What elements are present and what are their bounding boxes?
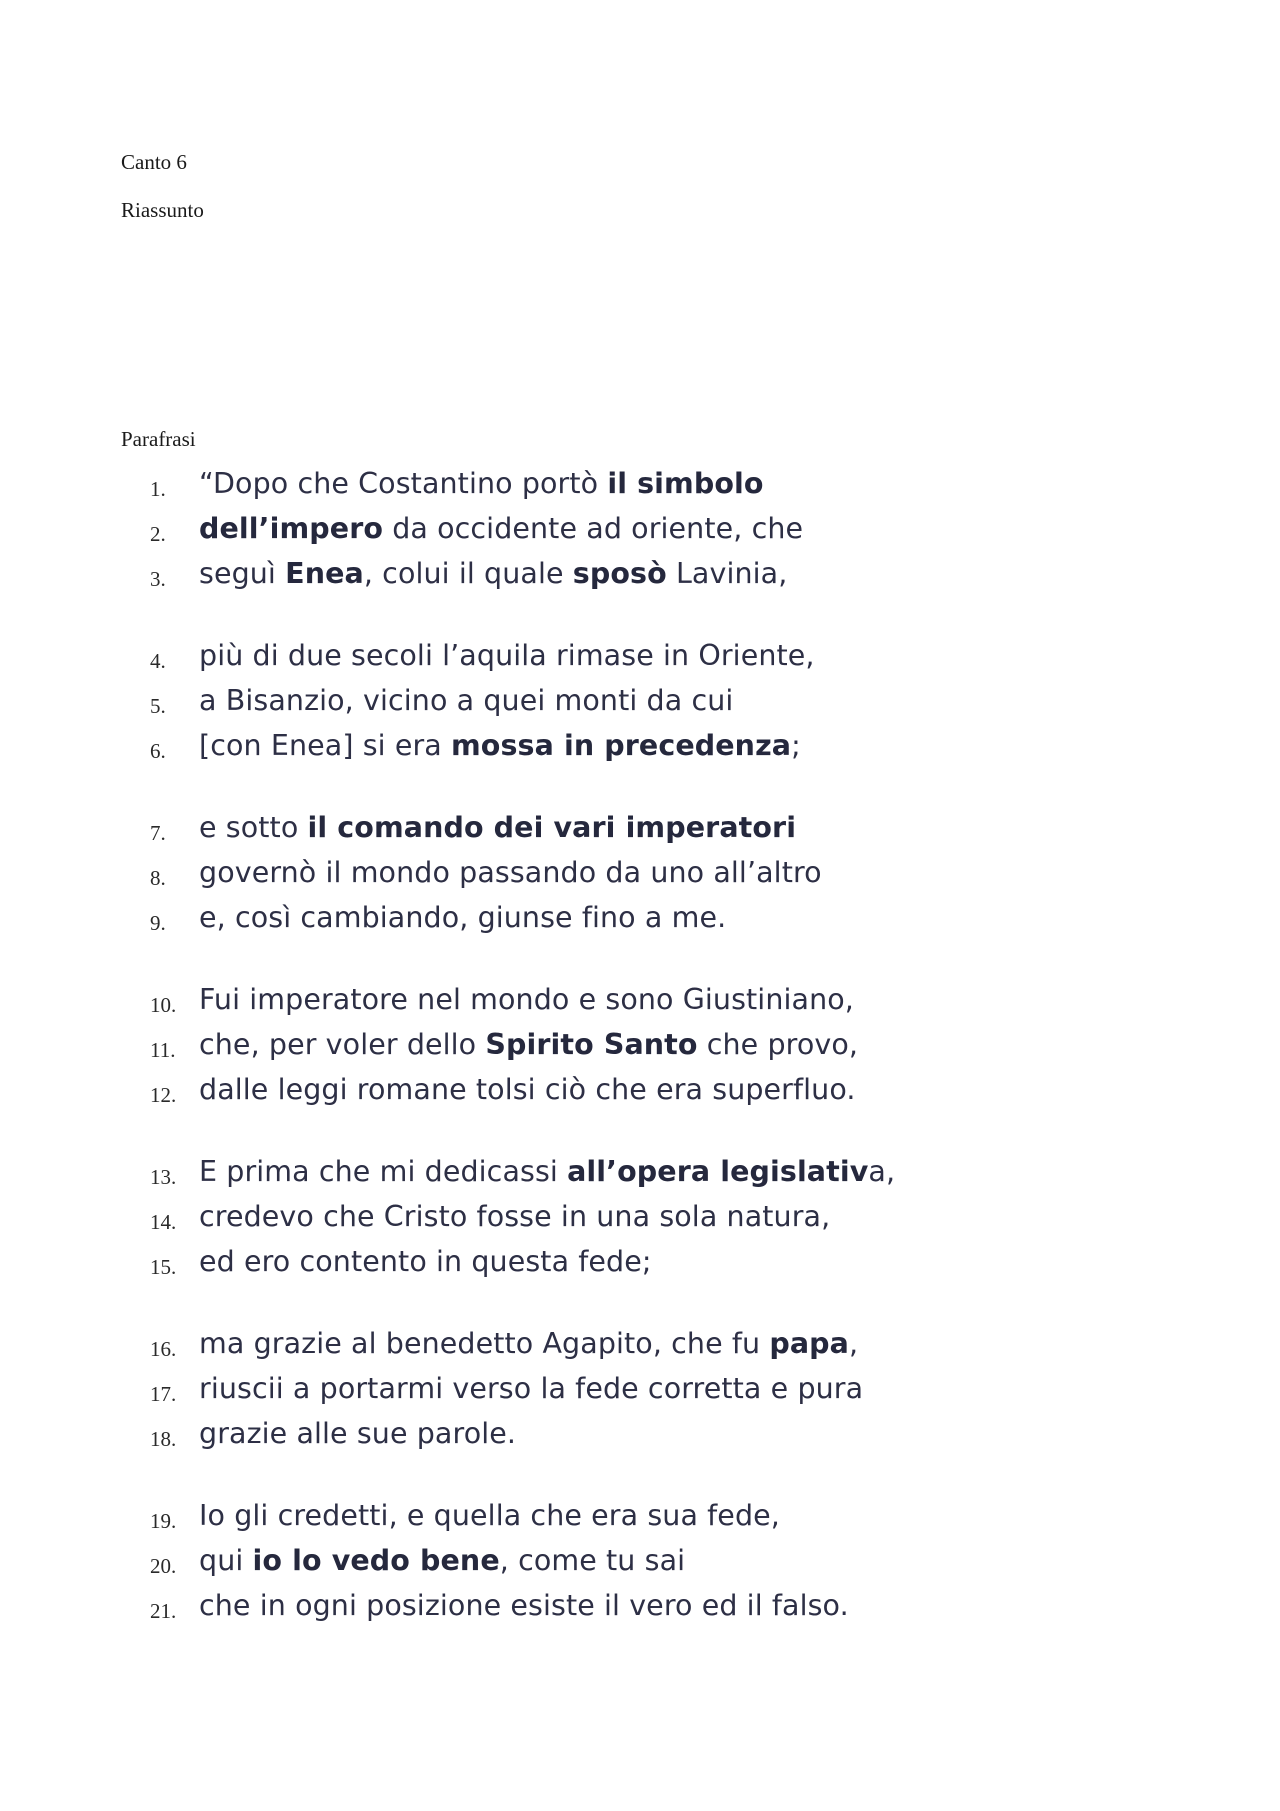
verse-number: 16.: [150, 1337, 177, 1361]
verse-text: [199, 1417, 516, 1450]
verse-number: 12.: [150, 1083, 177, 1107]
verse-segment: Io gli credetti, e quella che era sua fede,: [199, 1499, 780, 1532]
verse-segment: che provo,: [697, 1028, 859, 1061]
verse-text: [199, 1372, 863, 1405]
verse-number: 9.: [150, 911, 166, 935]
verse-segment: credevo che Cristo fosse in una sola natura,: [199, 1200, 831, 1233]
canto-title: Canto 6: [121, 150, 187, 174]
verse-number: 18.: [150, 1427, 177, 1451]
verse-text: [199, 901, 726, 934]
verse-segment: ;: [791, 729, 801, 762]
verse-bold-segment: Enea: [285, 557, 364, 590]
verse-bold-segment: Spirito Santo: [485, 1028, 698, 1061]
verse-number: 14.: [150, 1210, 177, 1234]
verse-segment: , colui il quale: [363, 557, 573, 590]
verse-segment: da occidente ad oriente, che: [383, 512, 804, 545]
verse-segment: governò il mondo passando da uno all’altro: [199, 856, 822, 889]
verse-number: 2.: [150, 522, 166, 546]
verse-segment: [con Enea] si era: [199, 729, 451, 762]
verse-text: [199, 1155, 895, 1188]
verse-text: [199, 1200, 830, 1233]
verse-text: [199, 684, 733, 717]
verse-number: 6.: [150, 739, 166, 763]
verse-segment: più di due secoli l’aquila rimase in Oriente,: [199, 639, 815, 672]
verse-text: [199, 1589, 849, 1622]
verse-number: 10.: [150, 993, 177, 1017]
verse-text: [199, 1028, 858, 1061]
paraphrase-heading: Parafrasi: [121, 427, 196, 451]
verse-text: [199, 467, 764, 500]
verse-segment: Fui imperatore nel mondo e sono Giustiniano,: [199, 983, 854, 1016]
verse-segment: ed ero contento in questa fede;: [199, 1245, 652, 1278]
verse-segment: che in ogni posizione esiste il vero ed il falso.: [199, 1589, 849, 1622]
verse-number: 8.: [150, 866, 166, 890]
verse-number: 13.: [150, 1165, 177, 1189]
verse-text: [199, 1245, 652, 1278]
verse-segment: , come tu sai: [499, 1544, 686, 1577]
verse-segment: a Bisanzio, vicino a quei monti da cui: [199, 684, 734, 717]
verse-number: 4.: [150, 649, 166, 673]
verse-bold-segment: all’opera legislativ: [567, 1155, 869, 1188]
verse-number: 21.: [150, 1599, 177, 1623]
verse-segment: ,: [849, 1327, 859, 1360]
summary-heading: Riassunto: [121, 198, 204, 222]
verse-text: [199, 1544, 685, 1577]
verse-segment: riuscii a portarmi verso la fede corretta e pura: [199, 1372, 864, 1405]
verse-bold-segment: papa: [769, 1327, 850, 1360]
verse-segment: che, per voler dello: [199, 1028, 486, 1061]
verse-number: 17.: [150, 1382, 177, 1406]
verse-bold-segment: il simbolo: [607, 467, 764, 500]
verse-number: 3.: [150, 567, 166, 591]
verse-segment: seguì: [199, 557, 286, 590]
verse-bold-segment: io lo vedo bene: [252, 1544, 500, 1577]
verse-bold-segment: mossa in precedenza: [451, 729, 792, 762]
verse-segment: grazie alle sue parole.: [199, 1417, 517, 1450]
verse-text: [199, 512, 803, 545]
verse-segment: Lavinia,: [666, 557, 788, 590]
verse-segment: e sotto: [199, 811, 308, 844]
verse-segment: E prima che mi dedicassi: [199, 1155, 568, 1188]
verse-number: 5.: [150, 694, 166, 718]
verse-number: 19.: [150, 1509, 177, 1533]
verse-text: [199, 729, 801, 762]
verse-segment: e, così cambiando, giunse fino a me.: [199, 901, 727, 934]
verse-text: [199, 983, 854, 1016]
verse-number: 11.: [150, 1038, 176, 1062]
verse-text: [199, 1327, 858, 1360]
verse-text: [199, 557, 787, 590]
verse-text: [199, 1499, 780, 1532]
verse-number: 20.: [150, 1554, 177, 1578]
verse-number: 1.: [150, 477, 166, 501]
verse-number: 15.: [150, 1255, 177, 1279]
verse-bold-segment: il comando dei vari imperatori: [307, 811, 797, 844]
verse-text: [199, 1073, 856, 1106]
verse-text: [199, 811, 796, 844]
verse-segment: “Dopo che Costantino portò: [199, 467, 608, 500]
verse-number: 7.: [150, 821, 166, 845]
verse-text: [199, 856, 822, 889]
verse-bold-segment: sposò: [572, 557, 667, 590]
verse-bold-segment: dell’impero: [199, 512, 384, 545]
verse-segment: dalle leggi romane tolsi ciò che era superfluo.: [199, 1073, 856, 1106]
verse-text: [199, 639, 815, 672]
verse-segment: qui: [199, 1544, 253, 1577]
verse-segment: ma grazie al benedetto Agapito, che fu: [199, 1327, 770, 1360]
verse-segment: a,: [868, 1155, 896, 1188]
